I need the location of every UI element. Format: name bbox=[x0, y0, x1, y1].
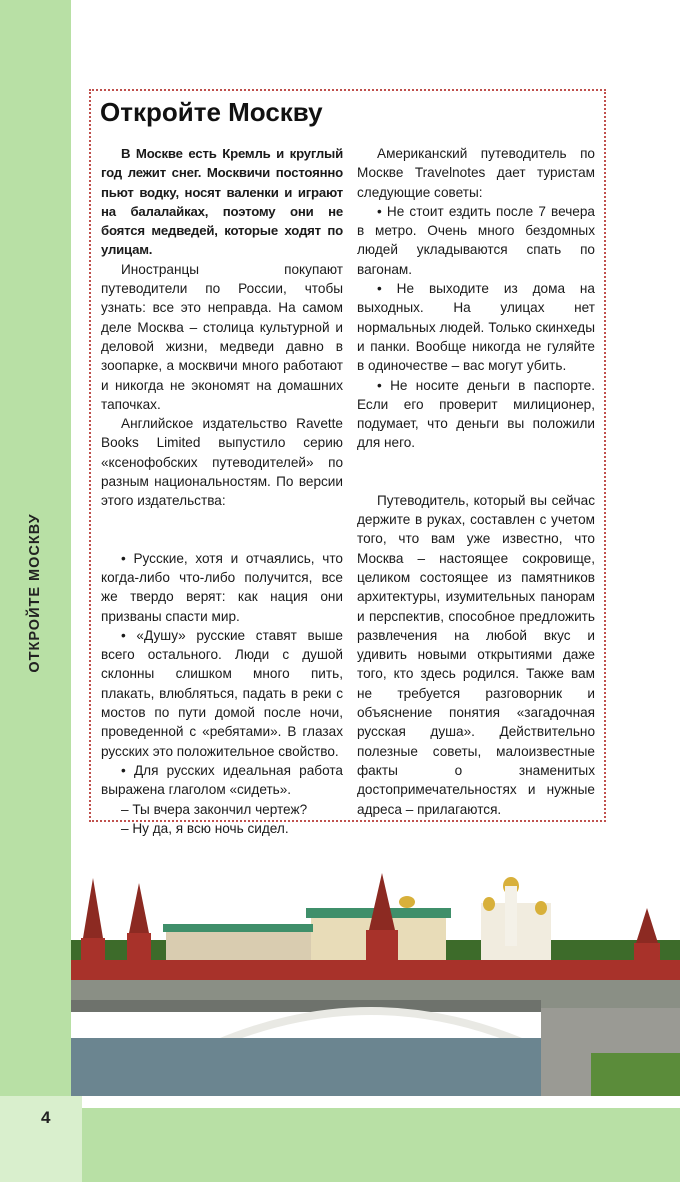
bullet-item: • Не носите деньги в паспорте. Если его проверит милиционер, подумает, что деньги вы положили для него. bbox=[357, 377, 595, 451]
tower bbox=[634, 943, 660, 983]
tower bbox=[127, 933, 151, 978]
section-tab-label: ОТКРОЙТЕ МОСКВУ bbox=[27, 512, 43, 673]
bullet-item: • Для русских идеальная работа выражена глаголом «сидеть». bbox=[101, 762, 343, 798]
gold-dome bbox=[535, 901, 547, 915]
gold-dome bbox=[399, 896, 415, 908]
right-column bbox=[357, 144, 595, 819]
river bbox=[71, 1038, 541, 1096]
dialogue-line: – Ты вчера закончил чертеж? bbox=[121, 801, 308, 817]
bridge-deck bbox=[71, 1000, 541, 1012]
spacer bbox=[101, 511, 343, 549]
bullet-item: • Русские, хотя и отчаялись, что когда-либо что-либо получится, все же твердо верят: как нация они призваны спасти мир. bbox=[101, 550, 343, 624]
page-number: 4 bbox=[41, 1108, 51, 1127]
tower bbox=[129, 883, 149, 933]
kremlin-panorama-photo bbox=[71, 868, 680, 1096]
tower bbox=[83, 878, 103, 938]
paragraph: Английское издательство Ravette Books Limited выпустило серию «ксенофобских путеводителей» по разным национальностям. По версии этого издательства: bbox=[101, 416, 343, 509]
bell-tower bbox=[505, 886, 517, 946]
building-roof bbox=[163, 924, 313, 932]
page-title: Откройте Москву bbox=[100, 97, 323, 127]
lead-paragraph: В Москве есть Кремль и круглый год лежит снег. Москвичи постоянно пьют водку, носят валенки и играют на балалайках, поэтому они не боятся медведей, которые ходят по улицам. bbox=[101, 146, 343, 258]
tower bbox=[636, 908, 658, 943]
paragraph: Иностранцы покупают путеводители по России, чтобы узнать: все это неправда. На самом деле Москва – столица культурной и деловой жизни, медведи давно в зоопарке, а москвичи много работают и никогда не экономят на домашних тапочках. bbox=[101, 261, 343, 412]
bullet-item: • «Душу» русские ставят выше всего остального. Люди с душой склонны слишком много пить, плакать, влюбляться, падать в реки с мостов по пути домой после ночи, проведенной с «ребятами». В глазах русских это положительное свойство. bbox=[101, 627, 343, 759]
spasskaya-tower bbox=[369, 873, 395, 930]
bullet-item: • Не выходите из дома на выходных. На улицах нет нормальных людей. Только скинхеды и панки. Вообще никогда не гуляйте в одиночестве – вас могут убить. bbox=[357, 281, 595, 374]
spacer bbox=[357, 453, 595, 491]
dialogue-line: – Ну да, я всю ночь сидел. bbox=[121, 820, 289, 836]
bullet-item: • Не стоит ездить после 7 вечера в метро. Очень много бездомных людей укладываются спать по вагонам. bbox=[357, 203, 595, 277]
paragraph: Американский путеводитель по Москве Travelnotes дает туристам следующие советы: bbox=[357, 146, 595, 200]
left-column bbox=[101, 144, 343, 838]
gold-dome bbox=[483, 897, 495, 911]
section-tab bbox=[26, 512, 44, 673]
lawn bbox=[591, 1053, 680, 1096]
tower bbox=[81, 938, 105, 978]
paragraph: Путеводитель, который вы сейчас держите в руках, составлен с учетом того, что вам уже известно, что Москва – настоящее сокровище, целиком состоящее из памятников архитектуры, изумительных панорам и перспектив, способное предложить развлечения на любой вкус и удивить новыми открытиями даже того, кто здесь родился. Также вам не требуется разговорник и объяснение понятия «загадочная русская душа». Действительно полезные советы, малоизвестные факты о знаменитых достопримечательностях и нужные адреса – прилагаются. bbox=[357, 492, 595, 817]
bottom-band bbox=[82, 1108, 680, 1182]
